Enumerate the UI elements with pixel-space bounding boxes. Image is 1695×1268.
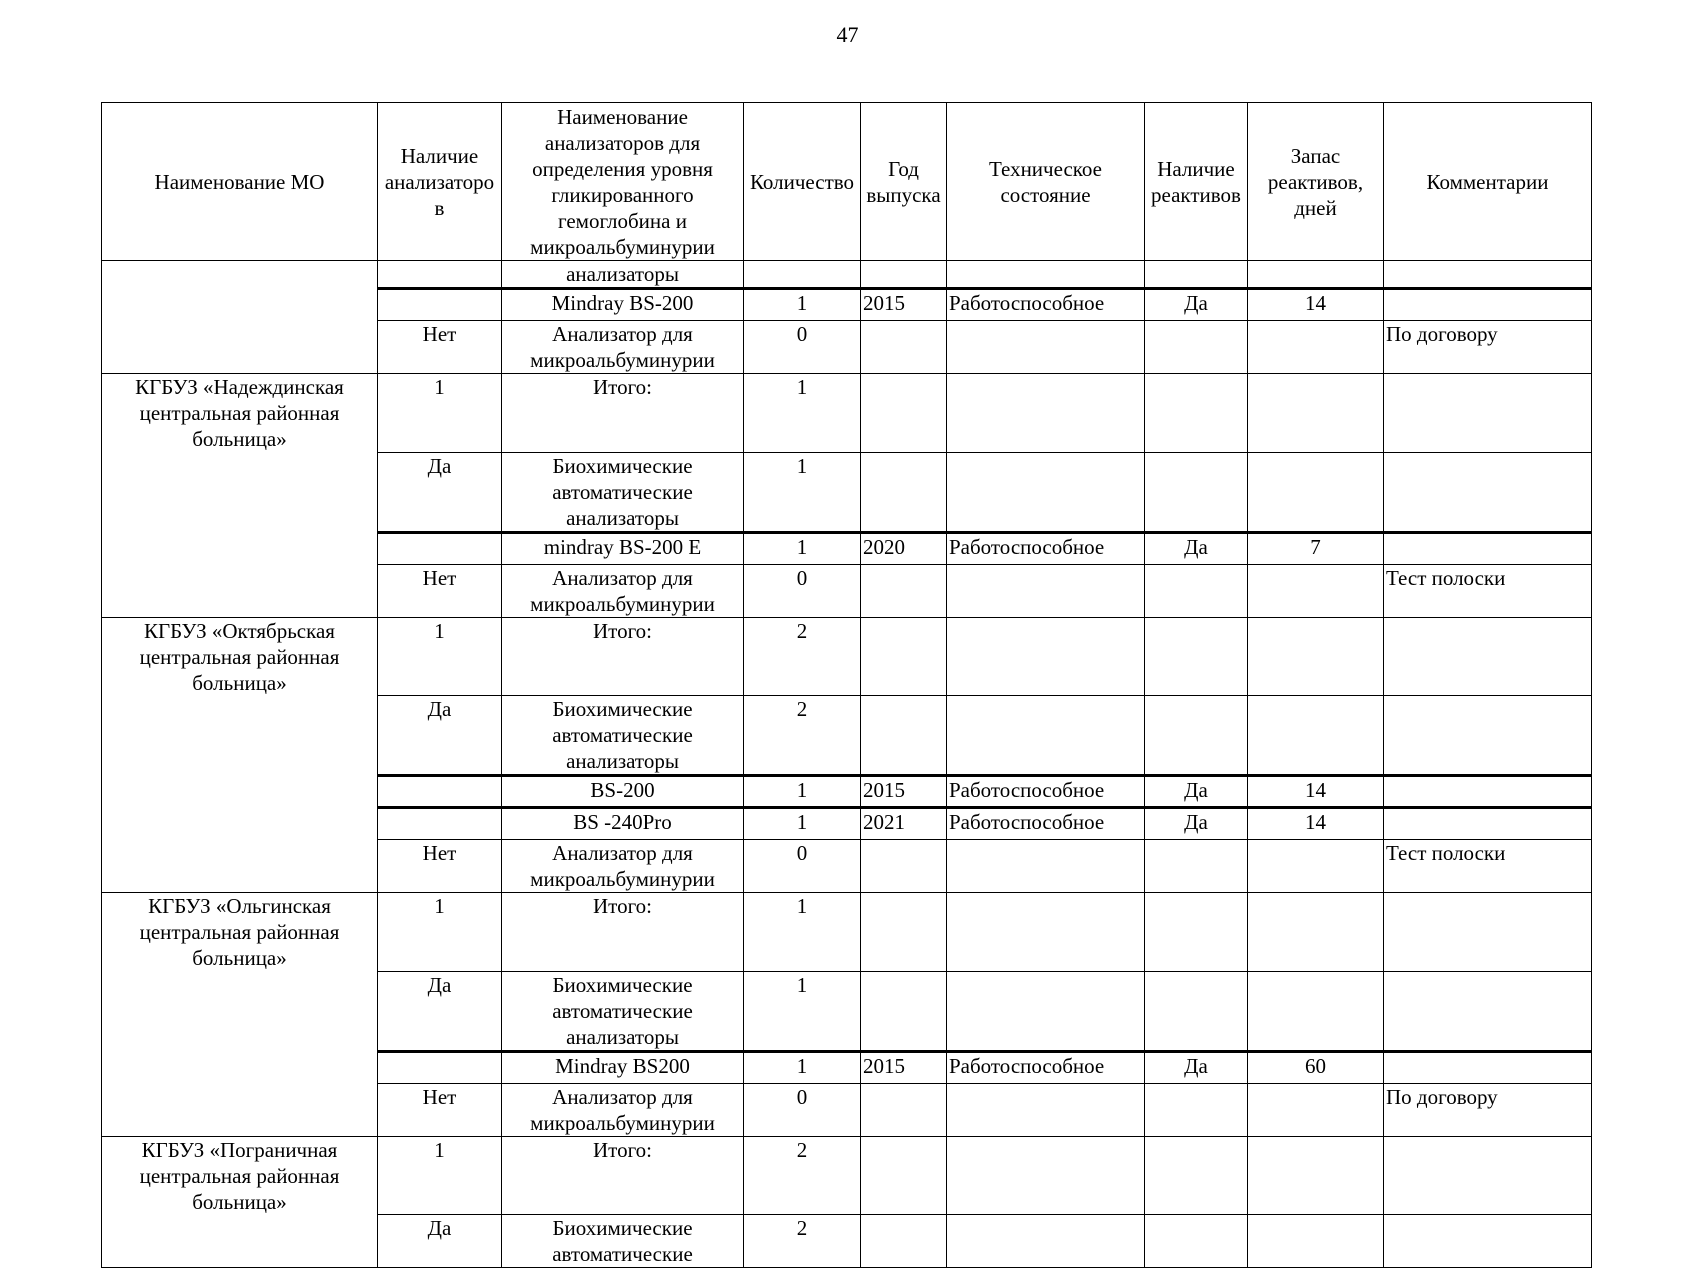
stock-cell <box>1248 971 1384 1051</box>
analyzer-name-cell: Анализатор для микроальбуминурии <box>502 840 744 893</box>
stock-cell <box>1248 321 1384 374</box>
table-row <box>102 564 1592 617</box>
condition-cell <box>947 374 1145 453</box>
condition-cell: Работоспособное <box>947 1051 1145 1083</box>
table-row <box>102 776 1592 808</box>
table-row <box>102 261 1592 289</box>
stock-cell <box>1248 1083 1384 1136</box>
quantity-cell: 1 <box>744 808 861 840</box>
analyzer-name-cell: Биохимические автоматические <box>502 1215 744 1268</box>
mo-cell <box>102 1051 378 1083</box>
reagents-cell <box>1145 452 1248 532</box>
comment-cell <box>1384 696 1592 776</box>
table-row <box>102 840 1592 893</box>
header-row <box>102 103 1592 261</box>
reagents-cell: Да <box>1145 289 1248 321</box>
has-analyzer-cell: Нет <box>378 321 502 374</box>
has-analyzer-cell <box>378 289 502 321</box>
analyzer-name-cell: Итого: <box>502 374 744 453</box>
comment-cell <box>1384 532 1592 564</box>
reagents-cell: Да <box>1145 808 1248 840</box>
has-analyzer-cell: Да <box>378 971 502 1051</box>
mo-cell: КГБУЗ «Октябрьская центральная районная больница» <box>102 617 378 696</box>
reagents-cell <box>1145 840 1248 893</box>
year-cell: 2015 <box>861 776 947 808</box>
condition-cell <box>947 840 1145 893</box>
table-row <box>102 1215 1592 1268</box>
stock-cell <box>1248 374 1384 453</box>
quantity-cell: 1 <box>744 776 861 808</box>
quantity-cell: 1 <box>744 452 861 532</box>
mo-cell <box>102 532 378 564</box>
analyzer-name-cell: BS -240Pro <box>502 808 744 840</box>
mo-cell <box>102 840 378 893</box>
has-analyzer-cell: 1 <box>378 893 502 972</box>
reagents-cell <box>1145 261 1248 289</box>
year-cell: 2020 <box>861 532 947 564</box>
stock-cell: 14 <box>1248 808 1384 840</box>
analyzer-name-cell: Анализатор для микроальбуминурии <box>502 564 744 617</box>
stock-cell <box>1248 1136 1384 1215</box>
header-has-analyzers: Наличие анализаторо в <box>378 103 502 261</box>
condition-cell: Работоспособное <box>947 776 1145 808</box>
quantity-cell: 2 <box>744 617 861 696</box>
mo-cell: КГБУЗ «Пограничная центральная районная больница» <box>102 1136 378 1215</box>
year-cell <box>861 452 947 532</box>
condition-cell <box>947 971 1145 1051</box>
analyzers-table <box>101 102 1592 1268</box>
analyzer-name-cell: Анализатор для микроальбуминурии <box>502 321 744 374</box>
has-analyzer-cell: Да <box>378 452 502 532</box>
condition-cell <box>947 452 1145 532</box>
quantity-cell: 2 <box>744 1215 861 1268</box>
condition-cell <box>947 893 1145 972</box>
quantity-cell: 0 <box>744 1083 861 1136</box>
analyzer-name-cell: Итого: <box>502 893 744 972</box>
has-analyzer-cell: Нет <box>378 840 502 893</box>
year-cell <box>861 617 947 696</box>
mo-cell <box>102 696 378 776</box>
table-row <box>102 696 1592 776</box>
comment-cell <box>1384 1051 1592 1083</box>
has-analyzer-cell: 1 <box>378 1136 502 1215</box>
mo-cell <box>102 971 378 1051</box>
stock-cell: 60 <box>1248 1051 1384 1083</box>
has-analyzer-cell <box>378 808 502 840</box>
has-analyzer-cell: Да <box>378 696 502 776</box>
has-analyzer-cell <box>378 261 502 289</box>
comment-cell <box>1384 893 1592 972</box>
year-cell <box>861 696 947 776</box>
year-cell <box>861 840 947 893</box>
has-analyzer-cell: 1 <box>378 374 502 453</box>
mo-cell <box>102 321 378 374</box>
quantity-cell <box>744 261 861 289</box>
year-cell <box>861 261 947 289</box>
analyzer-name-cell: Биохимические автоматические анализаторы <box>502 971 744 1051</box>
quantity-cell: 2 <box>744 1136 861 1215</box>
year-cell <box>861 971 947 1051</box>
header-comments: Комментарии <box>1384 103 1592 261</box>
reagents-cell <box>1145 1215 1248 1268</box>
has-analyzer-cell: Нет <box>378 1083 502 1136</box>
mo-cell: КГБУЗ «Ольгинская центральная районная больница» <box>102 893 378 972</box>
reagents-cell: Да <box>1145 776 1248 808</box>
header-analyzer-name: Наименование анализаторов для определения уровня гликированного гемоглобина и микроальбуминурии <box>502 103 744 261</box>
year-cell <box>861 1083 947 1136</box>
quantity-cell: 1 <box>744 532 861 564</box>
comment-cell: По договору <box>1384 1083 1592 1136</box>
analyzer-name-cell: BS-200 <box>502 776 744 808</box>
stock-cell <box>1248 696 1384 776</box>
stock-cell: 7 <box>1248 532 1384 564</box>
condition-cell: Работоспособное <box>947 808 1145 840</box>
reagents-cell <box>1145 564 1248 617</box>
condition-cell <box>947 696 1145 776</box>
header-year: Год выпуска <box>861 103 947 261</box>
comment-cell <box>1384 374 1592 453</box>
reagents-cell <box>1145 1136 1248 1215</box>
comment-cell <box>1384 971 1592 1051</box>
table-row <box>102 321 1592 374</box>
year-cell <box>861 1136 947 1215</box>
year-cell <box>861 1215 947 1268</box>
condition-cell <box>947 617 1145 696</box>
header-reagents: Наличие реактивов <box>1145 103 1248 261</box>
analyzer-name-cell: Mindray BS-200 <box>502 289 744 321</box>
analyzer-name-cell: mindray BS-200 E <box>502 532 744 564</box>
mo-cell <box>102 564 378 617</box>
mo-cell: КГБУЗ «Надеждинская центральная районная больница» <box>102 374 378 453</box>
has-analyzer-cell: Да <box>378 1215 502 1268</box>
header-mo: Наименование МО <box>102 103 378 261</box>
condition-cell <box>947 321 1145 374</box>
header-stock: Запас реактивов, дней <box>1248 103 1384 261</box>
comment-cell <box>1384 289 1592 321</box>
table-row <box>102 1083 1592 1136</box>
table-row <box>102 452 1592 532</box>
year-cell <box>861 321 947 374</box>
reagents-cell <box>1145 696 1248 776</box>
condition-cell <box>947 1083 1145 1136</box>
stock-cell <box>1248 840 1384 893</box>
condition-cell <box>947 1136 1145 1215</box>
has-analyzer-cell <box>378 776 502 808</box>
stock-cell <box>1248 452 1384 532</box>
mo-cell <box>102 261 378 289</box>
year-cell <box>861 374 947 453</box>
condition-cell: Работоспособное <box>947 289 1145 321</box>
comment-cell <box>1384 617 1592 696</box>
analyzer-name-cell: Биохимические автоматические анализаторы <box>502 452 744 532</box>
comment-cell <box>1384 1136 1592 1215</box>
stock-cell <box>1248 617 1384 696</box>
table-row <box>102 532 1592 564</box>
reagents-cell: Да <box>1145 532 1248 564</box>
table-row <box>102 893 1592 972</box>
stock-cell <box>1248 564 1384 617</box>
analyzer-name-cell: Итого: <box>502 1136 744 1215</box>
analyzer-name-cell: Mindray BS200 <box>502 1051 744 1083</box>
analyzer-name-cell: Итого: <box>502 617 744 696</box>
has-analyzer-cell: Нет <box>378 564 502 617</box>
stock-cell <box>1248 261 1384 289</box>
condition-cell: Работоспособное <box>947 532 1145 564</box>
has-analyzer-cell <box>378 1051 502 1083</box>
quantity-cell: 1 <box>744 1051 861 1083</box>
mo-cell <box>102 776 378 808</box>
stock-cell: 14 <box>1248 776 1384 808</box>
has-analyzer-cell: 1 <box>378 617 502 696</box>
quantity-cell: 0 <box>744 564 861 617</box>
stock-cell: 14 <box>1248 289 1384 321</box>
reagents-cell <box>1145 321 1248 374</box>
stock-cell <box>1248 1215 1384 1268</box>
analyzer-name-cell: анализаторы <box>502 261 744 289</box>
quantity-cell: 0 <box>744 321 861 374</box>
analyzer-name-cell: Анализатор для микроальбуминурии <box>502 1083 744 1136</box>
condition-cell <box>947 1215 1145 1268</box>
table-row <box>102 1136 1592 1215</box>
year-cell <box>861 564 947 617</box>
reagents-cell <box>1145 374 1248 453</box>
quantity-cell: 1 <box>744 893 861 972</box>
stock-cell <box>1248 893 1384 972</box>
header-condition: Техническое состояние <box>947 103 1145 261</box>
table-row <box>102 971 1592 1051</box>
analyzer-name-cell: Биохимические автоматические анализаторы <box>502 696 744 776</box>
quantity-cell: 0 <box>744 840 861 893</box>
year-cell: 2015 <box>861 289 947 321</box>
mo-cell <box>102 289 378 321</box>
comment-cell <box>1384 1215 1592 1268</box>
year-cell: 2015 <box>861 1051 947 1083</box>
mo-cell <box>102 1083 378 1136</box>
table-row <box>102 617 1592 696</box>
quantity-cell: 1 <box>744 289 861 321</box>
mo-cell <box>102 452 378 532</box>
reagents-cell: Да <box>1145 1051 1248 1083</box>
quantity-cell: 1 <box>744 971 861 1051</box>
comment-cell <box>1384 452 1592 532</box>
condition-cell <box>947 564 1145 617</box>
table-row <box>102 1051 1592 1083</box>
quantity-cell: 1 <box>744 374 861 453</box>
reagents-cell <box>1145 971 1248 1051</box>
comment-cell <box>1384 261 1592 289</box>
comment-cell: По договору <box>1384 321 1592 374</box>
page-number: 47 <box>836 22 859 47</box>
table-row <box>102 374 1592 453</box>
year-cell <box>861 893 947 972</box>
mo-cell <box>102 808 378 840</box>
table-row <box>102 289 1592 321</box>
comment-cell <box>1384 776 1592 808</box>
header-quantity: Количество <box>744 103 861 261</box>
year-cell: 2021 <box>861 808 947 840</box>
comment-cell <box>1384 808 1592 840</box>
has-analyzer-cell <box>378 532 502 564</box>
reagents-cell <box>1145 1083 1248 1136</box>
reagents-cell <box>1145 893 1248 972</box>
comment-cell: Тест полоски <box>1384 564 1592 617</box>
condition-cell <box>947 261 1145 289</box>
mo-cell <box>102 1215 378 1268</box>
quantity-cell: 2 <box>744 696 861 776</box>
reagents-cell <box>1145 617 1248 696</box>
comment-cell: Тест полоски <box>1384 840 1592 893</box>
table-row <box>102 808 1592 840</box>
